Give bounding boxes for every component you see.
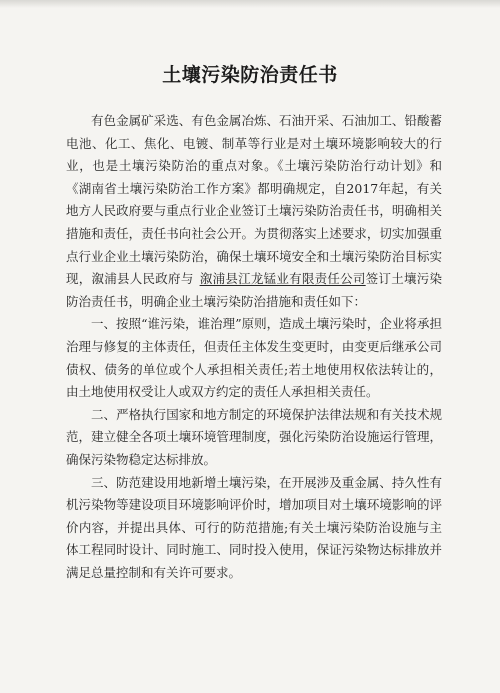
paragraph-intro — [66, 110, 442, 313]
document-body — [66, 110, 442, 584]
paragraph-intro-text-after: 签订土壤污染防治责任书，明确企业土壤污染防治措施和责任如下： — [66, 271, 442, 309]
paragraph-clause-3: 三、防范建设用地新增土壤污染，在开展涉及重金属、持久性有机污染物等建设项目环境影响评价时，增加项目对土壤环境影响的评价内容，并提出具体、可行的防范措施;有关土壤污染防治设施与主体工程同时设计、同时施工、同时投入使用，保证污染物达标排放并满足总量控制和有关许可要求。 — [66, 474, 442, 580]
company-name-field: 溆浦县江龙锰业有限责任公司 — [199, 271, 366, 287]
paragraph-clause-1: 一、按照“谁污染，谁治理”原则，造成土壤污染时，企业将承担治理与修复的主体责任，但责任主体发生变更时，由变更后继承公司债权、债务的单位或个人承担相关责任;若土地使用权依法转让的，由土地使用权受让人或双方约定的责任人承担相关责任。 — [66, 316, 442, 400]
page-title: 土壤污染防治责任书 — [162, 64, 338, 86]
paragraph-clause-2: 二、严格执行国家和地方制定的环境保护法律法规和有关技术规范，建立健全各项土壤环境管理制度，强化污染防治设施运行管理，确保污染物稳定达标排放。 — [66, 406, 442, 467]
scan-edge — [0, 0, 500, 8]
paragraph-intro-text-before: 有色金属矿采选、有色金属冶炼、石油开采、石油加工、铅酸蓄电池、化工、焦化、电镀、制革等行业是对土壤环境影响较大的行业，也是土壤污染防治的重点对象。《土壤污染防治行动计划》和《湖南省土壤污染防治工作方案》都明确规定，自2017年起，有关地方人民政府要与重点行业企业签订土壤污染防治责任书，明确相关措施和责任，责任书向社会公开。为贯彻落实上述要求，切实加强重点行业企业土壤污染防治，确保土壤环境安全和土壤污染防治目标实现，溆浦县人民政府与 — [66, 113, 442, 287]
